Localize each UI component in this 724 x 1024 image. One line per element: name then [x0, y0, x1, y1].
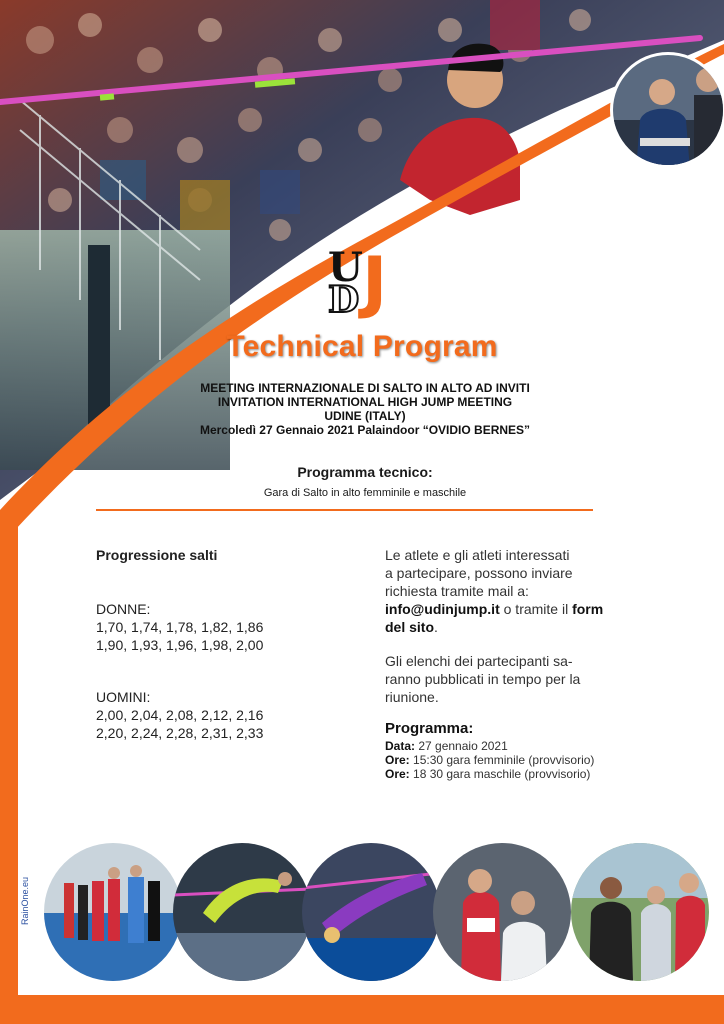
logo-d: D: [328, 279, 360, 321]
programma-tecnico-heading: Programma tecnico:: [297, 464, 433, 480]
data-label: Data:: [385, 739, 416, 753]
info-p2-line-2: ranno pubblicati in tempo per la: [385, 671, 581, 687]
meeting-location: UDINE (ITALY): [324, 409, 406, 423]
email-link[interactable]: info@udinjump.it: [385, 601, 500, 617]
progressione-heading: Progressione salti: [96, 547, 218, 563]
form-link[interactable]: form: [572, 601, 604, 617]
info-line-1: Le atlete e gli atleti interessati: [385, 547, 570, 563]
uomini-row-2: 2,20, 2,24, 2,28, 2,31, 2,33: [96, 725, 264, 741]
footer-band: [0, 995, 724, 1024]
info-line-4: [385, 600, 603, 618]
donne-label: DONNE:: [96, 601, 151, 617]
credit-rainone: RainOne.eu: [20, 876, 30, 925]
donne-row-1: 1,70, 1,74, 1,78, 1,82, 1,86: [96, 619, 264, 635]
info-line-2: a partecipare, possono inviare: [385, 565, 573, 581]
ore2-label: Ore:: [385, 767, 410, 781]
logo-j: J: [362, 243, 388, 322]
divider: [96, 509, 593, 511]
info-p2-line-1: Gli elenchi dei partecipanti sa-: [385, 653, 573, 669]
meeting-date-venue: Mercoledì 27 Gennaio 2021 Palaindoor “OVIDIO BERNES”: [199, 423, 531, 437]
uomini-row-1: 2,00, 2,04, 2,08, 2,12, 2,16: [96, 707, 264, 723]
programma-heading: Programma:: [385, 720, 474, 737]
page-title: Technical Program: [226, 330, 498, 363]
udj-logo: [326, 243, 402, 322]
meeting-line-en: INVITATION INTERNATIONAL HIGH JUMP MEETING: [217, 395, 513, 409]
photo-athlete-zhang: [433, 843, 571, 981]
info-period: .: [434, 619, 438, 635]
meeting-line-it: MEETING INTERNAZIONALE DI SALTO IN ALTO AD INVITI: [200, 381, 530, 395]
photo-officials: [571, 843, 709, 981]
info-line-5: [385, 618, 438, 636]
photo-athletes-lineup: [44, 843, 182, 981]
form-link-cont[interactable]: del sito: [385, 619, 435, 635]
uomini-label: UOMINI:: [96, 689, 151, 705]
ore2-value: 18 30 gara maschile (provvisorio): [409, 767, 591, 781]
ore1-label: Ore:: [385, 753, 410, 767]
photo-female-jumper: [302, 843, 440, 981]
logo-u: U: [328, 244, 363, 291]
programma-ore-2: [385, 767, 590, 781]
info-line-3: richiesta tramite mail a:: [385, 583, 529, 599]
programma-ore-1: [385, 753, 594, 767]
ore1-value: 15:30 gara femminile (provvisorio): [409, 753, 595, 767]
info-p2-line-3: riunione.: [385, 689, 439, 705]
donne-row-2: 1,90, 1,93, 1,96, 1,98, 2,00: [96, 637, 264, 653]
info-mid: o tramite il: [499, 601, 573, 617]
photo-jumper-over-bar: [173, 843, 311, 981]
data-value: 27 gennaio 2021: [415, 739, 508, 753]
programma-tecnico-subheading: Gara di Salto in alto femminile e maschile: [263, 487, 467, 499]
programma-data: [385, 739, 508, 753]
